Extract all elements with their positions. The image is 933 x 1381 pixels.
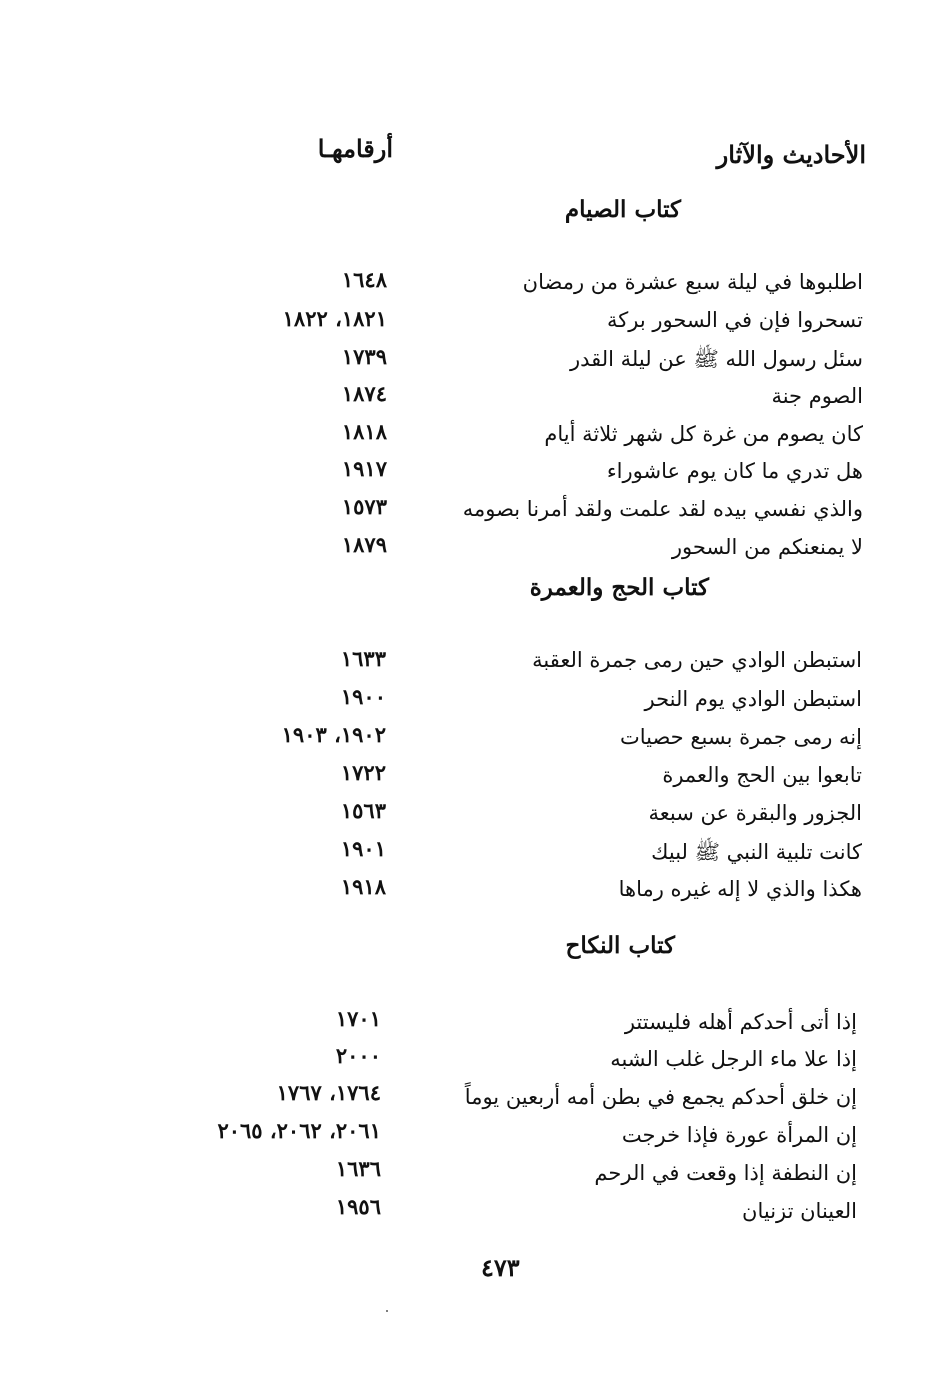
hadith-text: إذا أتى أحدكم أهله فليستتر [624, 1010, 857, 1034]
hadith-numbers: ٢٠٦١، ٢٠٦٢، ٢٠٦٥ [217, 1118, 381, 1143]
hadith-numbers: ١٨٧٩ [341, 532, 387, 557]
hadith-numbers: ١٦٤٨ [341, 267, 387, 292]
scan-speck [386, 1310, 388, 1312]
hadith-text: إن خلق أحدكم يجمع في بطن أمه أربعين يوماً [464, 1085, 857, 1109]
page-number: ٤٧٣ [481, 1253, 520, 1282]
hadith-numbers: ١٧٦٤، ١٧٦٧ [276, 1080, 381, 1105]
hadith-numbers: ١٧٢٢ [340, 760, 386, 785]
hadith-text: استبطن الوادي حين رمى جمرة العقبة [532, 648, 862, 672]
hadith-numbers: ١٨٧٤ [341, 381, 387, 406]
section-title-fasting: كتاب الصيام [564, 196, 681, 223]
hadith-numbers: ١٩٥٦ [335, 1194, 381, 1219]
hadith-numbers: ٢٠٠٠ [335, 1043, 381, 1068]
hadith-text: إن المرأة عورة فإذا خرجت [621, 1123, 857, 1147]
hadith-numbers: ١٧٣٩ [341, 344, 387, 369]
header-title-left: أرقامهـا [317, 134, 393, 163]
hadith-text: تسحروا فإن في السحور بركة [607, 308, 863, 332]
hadith-text: تابعوا بين الحج والعمرة [662, 763, 862, 787]
hadith-text: كان يصوم من غرة كل شهر ثلاثة أيام [544, 422, 863, 446]
hadith-text: كانت تلبية النبي ﷺ لبيك [651, 840, 862, 864]
hadith-numbers: ١٨١٨ [341, 419, 387, 444]
hadith-text: اطلبوها في ليلة سبع عشرة من رمضان [522, 270, 863, 294]
hadith-text: استبطن الوادي يوم النحر [644, 687, 862, 711]
hadith-text: إنه رمى جمرة بسبع حصيات [619, 725, 862, 749]
hadith-text: إن النطفة إذا وقعت في الرحم [594, 1161, 857, 1185]
hadith-text: إذا علا ماء الرجل غلب الشبه [610, 1047, 857, 1071]
hadith-numbers: ١٧٠١ [335, 1006, 381, 1031]
hadith-numbers: ١٩٠١ [340, 836, 386, 861]
hadith-text: هل تدري ما كان يوم عاشوراء [606, 459, 863, 483]
hadith-text: لا يمنعنكم من السحور [671, 535, 863, 559]
hadith-text: الجزور والبقرة عن سبعة [648, 801, 862, 825]
header-title-right: الأحاديث والآثار [716, 140, 866, 169]
hadith-numbers: ١٥٧٣ [341, 494, 387, 519]
section-title-marriage: كتاب النكاح [565, 932, 675, 959]
hadith-text: العينان تزنيان [742, 1199, 857, 1223]
hadith-text: الصوم جنة [771, 384, 863, 408]
hadith-numbers: ١٦٣٣ [340, 646, 386, 671]
hadith-numbers: ١٥٦٣ [340, 798, 386, 823]
hadith-text: والذي نفسي بيده لقد علمت ولقد أمرنا بصومه [462, 497, 863, 521]
hadith-numbers: ١٩١٨ [340, 874, 386, 899]
hadith-numbers: ١٩٠٢، ١٩٠٣ [281, 722, 386, 747]
hadith-numbers: ١٨٢١، ١٨٢٢ [282, 306, 387, 331]
hadith-numbers: ١٩٠٠ [340, 684, 386, 709]
hadith-numbers: ١٦٣٦ [335, 1156, 381, 1181]
hadith-numbers: ١٩١٧ [341, 456, 387, 481]
hadith-text: سئل رسول الله ﷺ عن ليلة القدر [569, 347, 863, 371]
section-title-hajj: كتاب الحج والعمرة [529, 574, 709, 601]
hadith-text: هكذا والذي لا إله غيره رماها [618, 877, 862, 901]
